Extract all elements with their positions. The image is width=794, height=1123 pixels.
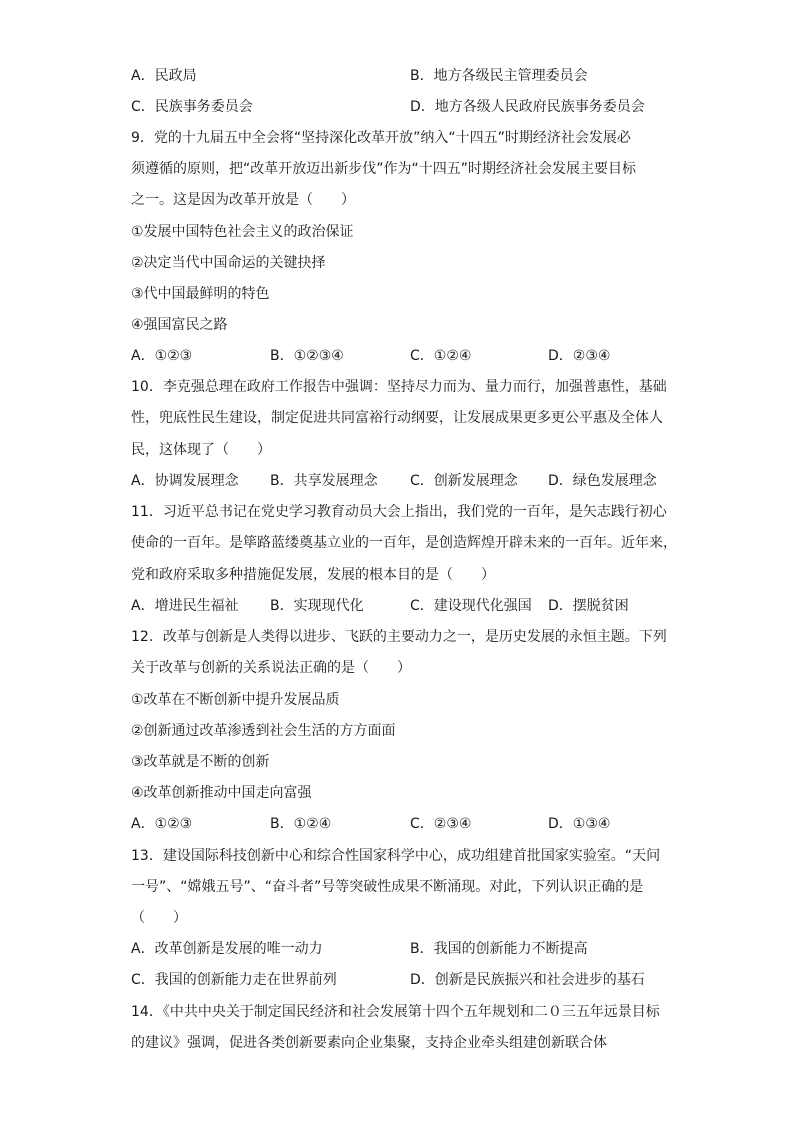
q11-option-d: D．摆脱贫困 (548, 598, 629, 614)
q9-option-a: A．①②③ (131, 348, 193, 364)
q10-option-b: B．共享发展理念 (270, 473, 378, 489)
q10-option-d: D．绿色发展理念 (548, 473, 657, 489)
q8-option-b: B．地方各级民主管理委员会 (410, 68, 588, 84)
q12-stem-line: 关于改革与创新的关系说法正确的是（ ） (131, 660, 411, 676)
q9-stem-line: 之一。这是因为改革开放是（ ） (131, 192, 355, 208)
q9-statement: ④强国富民之路 (131, 317, 228, 333)
q12-option-a: A．①②③ (131, 816, 193, 832)
q12-option-c: C．②③④ (410, 816, 472, 832)
q14-stem-line: 的建议》强调，促进各类创新要素向企业集聚，支持企业牵头组建创新联合体 (131, 1035, 607, 1051)
q9-option-b: B．①②③④ (270, 348, 344, 364)
q9-option-d: D．②③④ (548, 348, 611, 364)
q12-statement: ③改革就是不断的创新 (131, 754, 270, 770)
q10-stem-line: 性，兜底性民生建设，制定促进共同富裕行动纲要，让发展成果更多更公平惠及全体人 (131, 410, 663, 426)
q13-option-c: C．我国的创新能力走在世界前列 (131, 972, 337, 988)
q14-stem-line: 14．《中共中央关于制定国民经济和社会发展第十四个五年规划和二０三五年远景目标 (131, 1004, 660, 1020)
q9-statement: ①发展中国特色社会主义的政治保证 (131, 224, 354, 240)
q10-option-a: A．协调发展理念 (131, 473, 239, 489)
q11-option-a: A．增进民生福祉 (131, 598, 239, 614)
q9-option-c: C．①②④ (410, 348, 472, 364)
q11-stem-line: 11．习近平总书记在党史学习教育动员大会上指出，我们党的一百年，是矢志践行初心 (131, 504, 667, 520)
q8-option-d: D．地方各级人民政府民族事务委员会 (410, 99, 645, 115)
q9-statement: ③代中国最鲜明的特色 (131, 286, 270, 302)
q9-statement: ②决定当代中国命运的关键抉择 (131, 255, 326, 271)
q10-stem-line: 民，这体现了（ ） (131, 442, 271, 458)
q12-statement: ④改革创新推动中国走向富强 (131, 785, 312, 801)
q13-stem-line: （ ） (131, 910, 187, 926)
q12-option-d: D．①③④ (548, 816, 611, 832)
q12-statement: ②创新通过改革渗透到社会生活的方方面面 (131, 723, 396, 739)
q11-option-c: C．建设现代化强国 (410, 598, 532, 614)
q13-option-b: B．我国的创新能力不断提高 (410, 941, 588, 957)
q12-option-b: B．①②④ (270, 816, 332, 832)
q10-stem-line: 10．李克强总理在政府工作报告中强调：坚持尽力而为、量力而行，加强普惠性，基础 (131, 379, 667, 395)
q10-option-c: C．创新发展理念 (410, 473, 518, 489)
q9-stem-line: 须遵循的原则，把“改革开放迈出新步伐”作为“十四五”时期经济社会发展主要目标 (131, 161, 637, 177)
q13-option-a: A．改革创新是发展的唯一动力 (131, 941, 323, 957)
q13-stem-line: 13．建设国际科技创新中心和综合性国家科学中心，成功组建首批国家实验室。“天问 (131, 848, 661, 864)
q8-option-a: A．民政局 (131, 68, 197, 84)
q11-stem-line: 使命的一百年。是筚路蓝缕奠基立业的一百年，是创造辉煌开辟未来的一百年。近年来， (131, 535, 677, 551)
q11-stem-line: 党和政府采取多种措施促发展，发展的根本目的是（ ） (131, 567, 495, 583)
q9-stem-line: 9．党的十九届五中全会将“坚持深化改革开放”纳入“十四五”时期经济社会发展必 (131, 130, 631, 146)
q13-stem-line: 一号”、“嫦娥五号”、“奋斗者”号等突破性成果不断涌现。对此，下列认识正确的是 (131, 879, 644, 895)
q11-option-b: B．实现现代化 (270, 598, 364, 614)
q12-statement: ①改革在不断创新中提升发展品质 (131, 692, 340, 708)
q12-stem-line: 12．改革与创新是人类得以进步、飞跃的主要动力之一，是历史发展的永恒主题。下列 (131, 629, 667, 645)
q13-option-d: D．创新是民族振兴和社会进步的基石 (410, 972, 645, 988)
q8-option-c: C．民族事务委员会 (131, 99, 253, 115)
